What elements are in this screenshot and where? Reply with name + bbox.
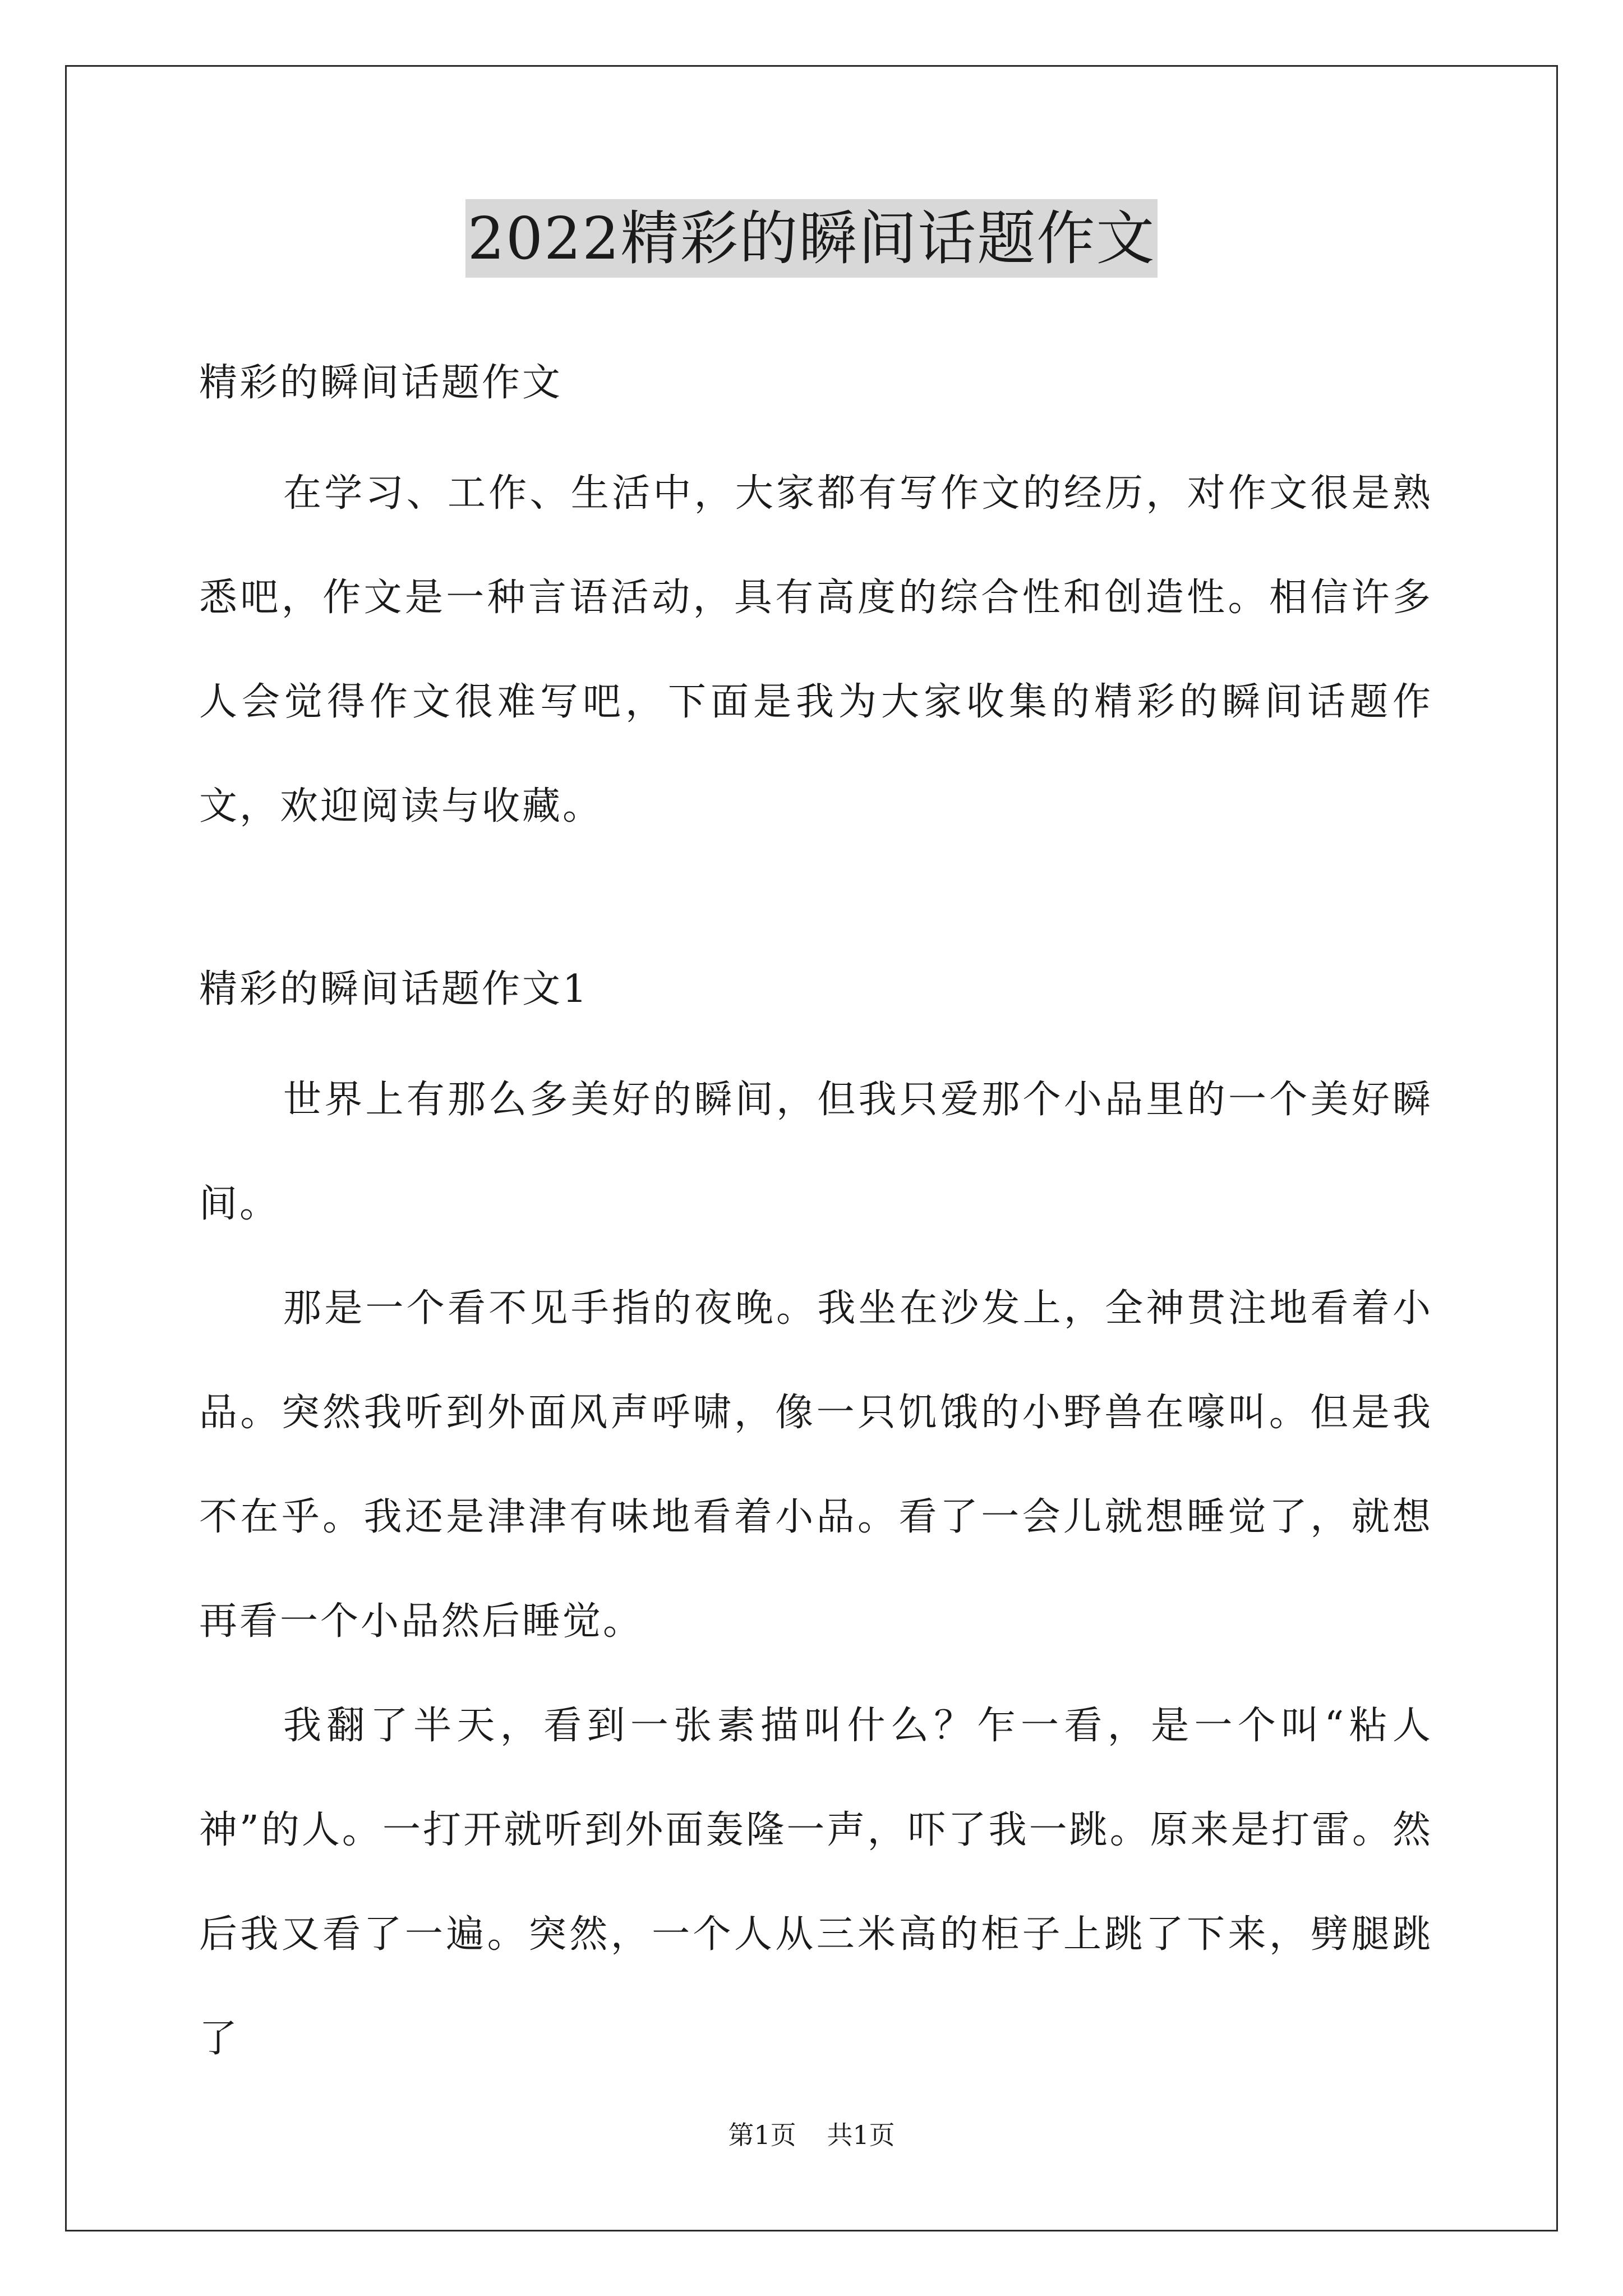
page-footer <box>0 2118 1623 2152</box>
section1-paragraph: 世界上有那么多美好的瞬间，但我只爱那个小品里的一个美好瞬间。 <box>199 1078 1433 1226</box>
spacer <box>199 1024 1433 1048</box>
page-total: 共1页 <box>827 2120 895 2150</box>
title-container <box>0 199 1623 278</box>
spacer <box>199 418 1433 441</box>
section1-heading: 精彩的瞬间话题作文1 <box>199 967 589 1011</box>
document-title: 2022精彩的瞬间话题作文 <box>465 199 1158 278</box>
section-spacer <box>199 859 1433 954</box>
page-number: 第1页 <box>728 2120 796 2150</box>
intro-heading: 精彩的瞬间话题作文 <box>199 361 563 405</box>
document-body <box>199 348 1433 2091</box>
section1-paragraph: 我翻了半天，看到一张素描叫什么？乍一看，是一个叫“粘人神”的人。一打开就听到外面轰隆一声，吓了我一跳。原来是打雷。然后我又看了一遍。突然，一个人从三米高的柜子上跳了下来，劈腿跳了 <box>199 1704 1433 2061</box>
intro-paragraph: 在学习、工作、生活中，大家都有写作文的经历，对作文很是熟悉吧，作文是一种言语活动，具有高度的综合性和创造性。相信许多人会觉得作文很难写吧，下面是我为大家收集的精彩的瞬间话题作文，欢迎阅读与收藏。 <box>199 471 1433 829</box>
section1-paragraph: 那是一个看不见手指的夜晚。我坐在沙发上，全神贯注地看着小品。突然我听到外面风声呼啸，像一只饥饿的小野兽在嚎叫。但是我不在乎。我还是津津有味地看着小品。看了一会儿就想睡觉了，就想再看一个小品然后睡觉。 <box>199 1286 1433 1644</box>
